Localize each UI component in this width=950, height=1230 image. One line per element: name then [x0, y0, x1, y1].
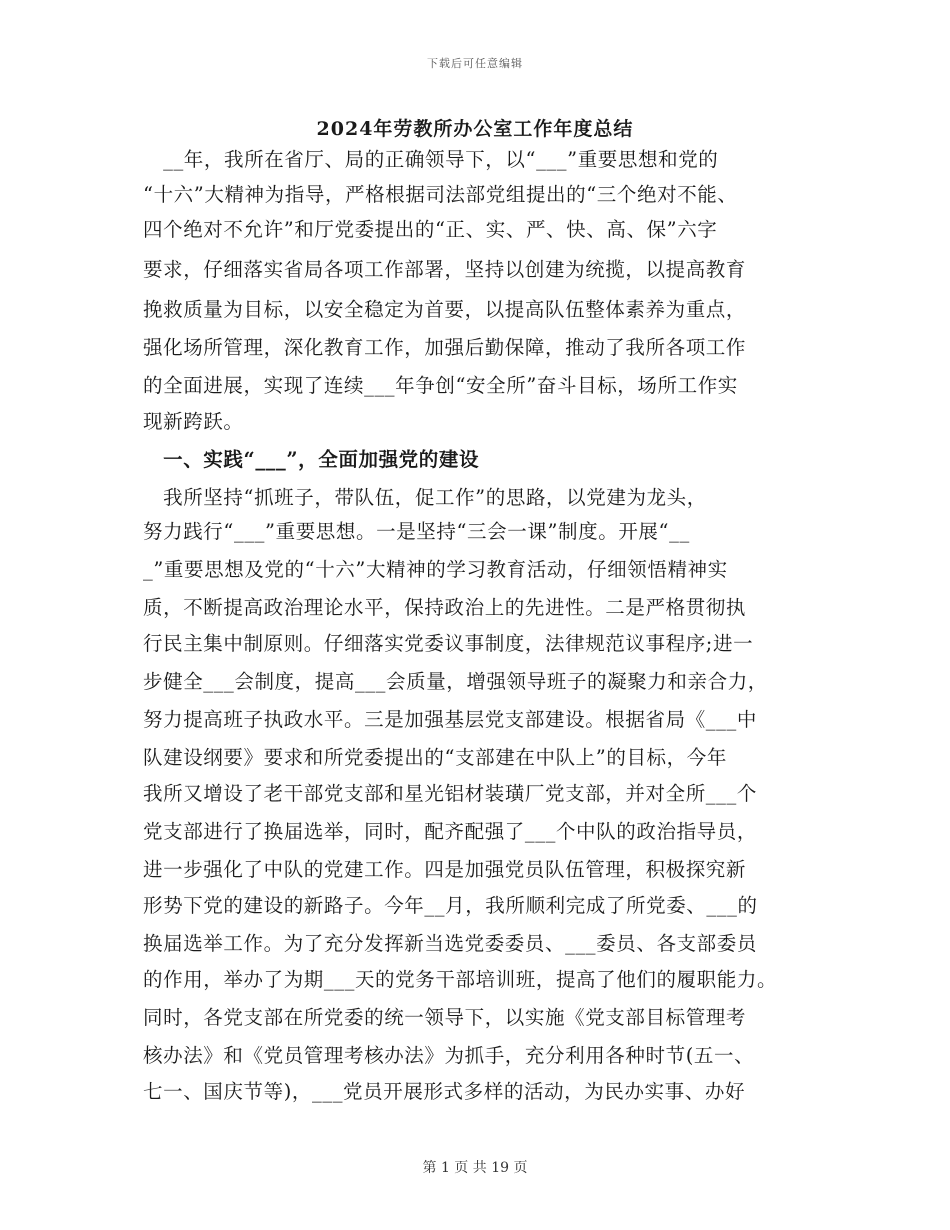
- body-line: 我所又增设了老干部党支部和星光铝材装璜厂党支部，并对全所___个: [143, 782, 757, 805]
- body-line: 党支部进行了换届选举，同时，配齐配强了___个中队的政治指导员，: [143, 820, 757, 843]
- body-line: 强化场所管理，深化教育工作，加强后勤保障，推动了我所各项工作: [143, 336, 747, 359]
- body-line: 换届选举工作。为了充分发挥新当选党委委员、___委员、各支部委员: [143, 932, 757, 955]
- body-line: 同时，各党支部在所党委的统一领导下，以实施《党支部目标管理考: [143, 1006, 747, 1029]
- page-header-note: 下载后可任意编辑: [427, 57, 523, 70]
- body-line: 七一、国庆节等)，___党员开展形式多样的活动，为民办实事、办好: [143, 1080, 746, 1103]
- body-line: 进一步强化了中队的党建工作。四是加强党员队伍管理，积极探究新: [143, 858, 747, 881]
- body-line: 努力践行“___”重要思想。一是坚持“三会一课”制度。开展“__: [143, 520, 690, 543]
- page-number: 第 1 页 共 19 页: [422, 1160, 528, 1176]
- section-heading: 一、实践“___”，全面加强党的建设: [143, 448, 480, 471]
- body-line: 步健全___会制度，提高___会质量，增强领导班子的凝聚力和亲合力，: [143, 670, 768, 693]
- body-line: 挽救质量为目标，以安全稳定为首要，以提高队伍整体素养为重点，: [143, 298, 747, 321]
- body-line: 努力提高班子执政水平。三是加强基层党支部建设。根据省局《___中: [143, 708, 757, 731]
- body-line: “十六”大精神为指导，严格根据司法部党组提出的“三个绝对不能、: [143, 183, 738, 206]
- body-line: 四个绝对不允许”和厅党委提出的“正、实、严、快、高、保”六字: [143, 218, 718, 241]
- body-line: 我所坚持“抓班子，带队伍，促工作”的思路，以党建为龙头，: [143, 486, 707, 509]
- body-line: 行民主集中制原则。仔细落实党委议事制度，法律规范议事程序;进一: [143, 632, 754, 655]
- body-line: 质，不断提高政治理论水平，保持政治上的先进性。二是严格贯彻执: [143, 596, 747, 619]
- body-line: 要求，仔细落实省局各项工作部署，坚持以创建为统揽，以提高教育: [143, 258, 747, 281]
- body-line: 现新跨跃。: [143, 410, 244, 433]
- body-line: 的全面进展，实现了连续___年争创“安全所”奋斗目标，场所工作实: [143, 374, 738, 397]
- body-line: 队建设纲要》要求和所党委提出的“支部建在中队上”的目标，今年: [143, 746, 727, 769]
- body-line: 形势下党的建设的新路子。今年__月，我所顺利完成了所党委、___的: [143, 894, 758, 917]
- body-line: _”重要思想及党的“十六”大精神的学习教育活动，仔细领悟精神实: [143, 558, 728, 581]
- body-line: __年，我所在省厅、局的正确领导下，以“___”重要思想和党的: [143, 148, 719, 171]
- body-line: 的作用，举办了为期___天的党务干部培训班，提高了他们的履职能力。: [143, 968, 778, 991]
- body-line: 核办法》和《党员管理考核办法》为抓手，充分利用各种时节(五一、: [143, 1044, 755, 1067]
- document-title: 2024年劳教所办公室工作年度总结: [316, 118, 634, 140]
